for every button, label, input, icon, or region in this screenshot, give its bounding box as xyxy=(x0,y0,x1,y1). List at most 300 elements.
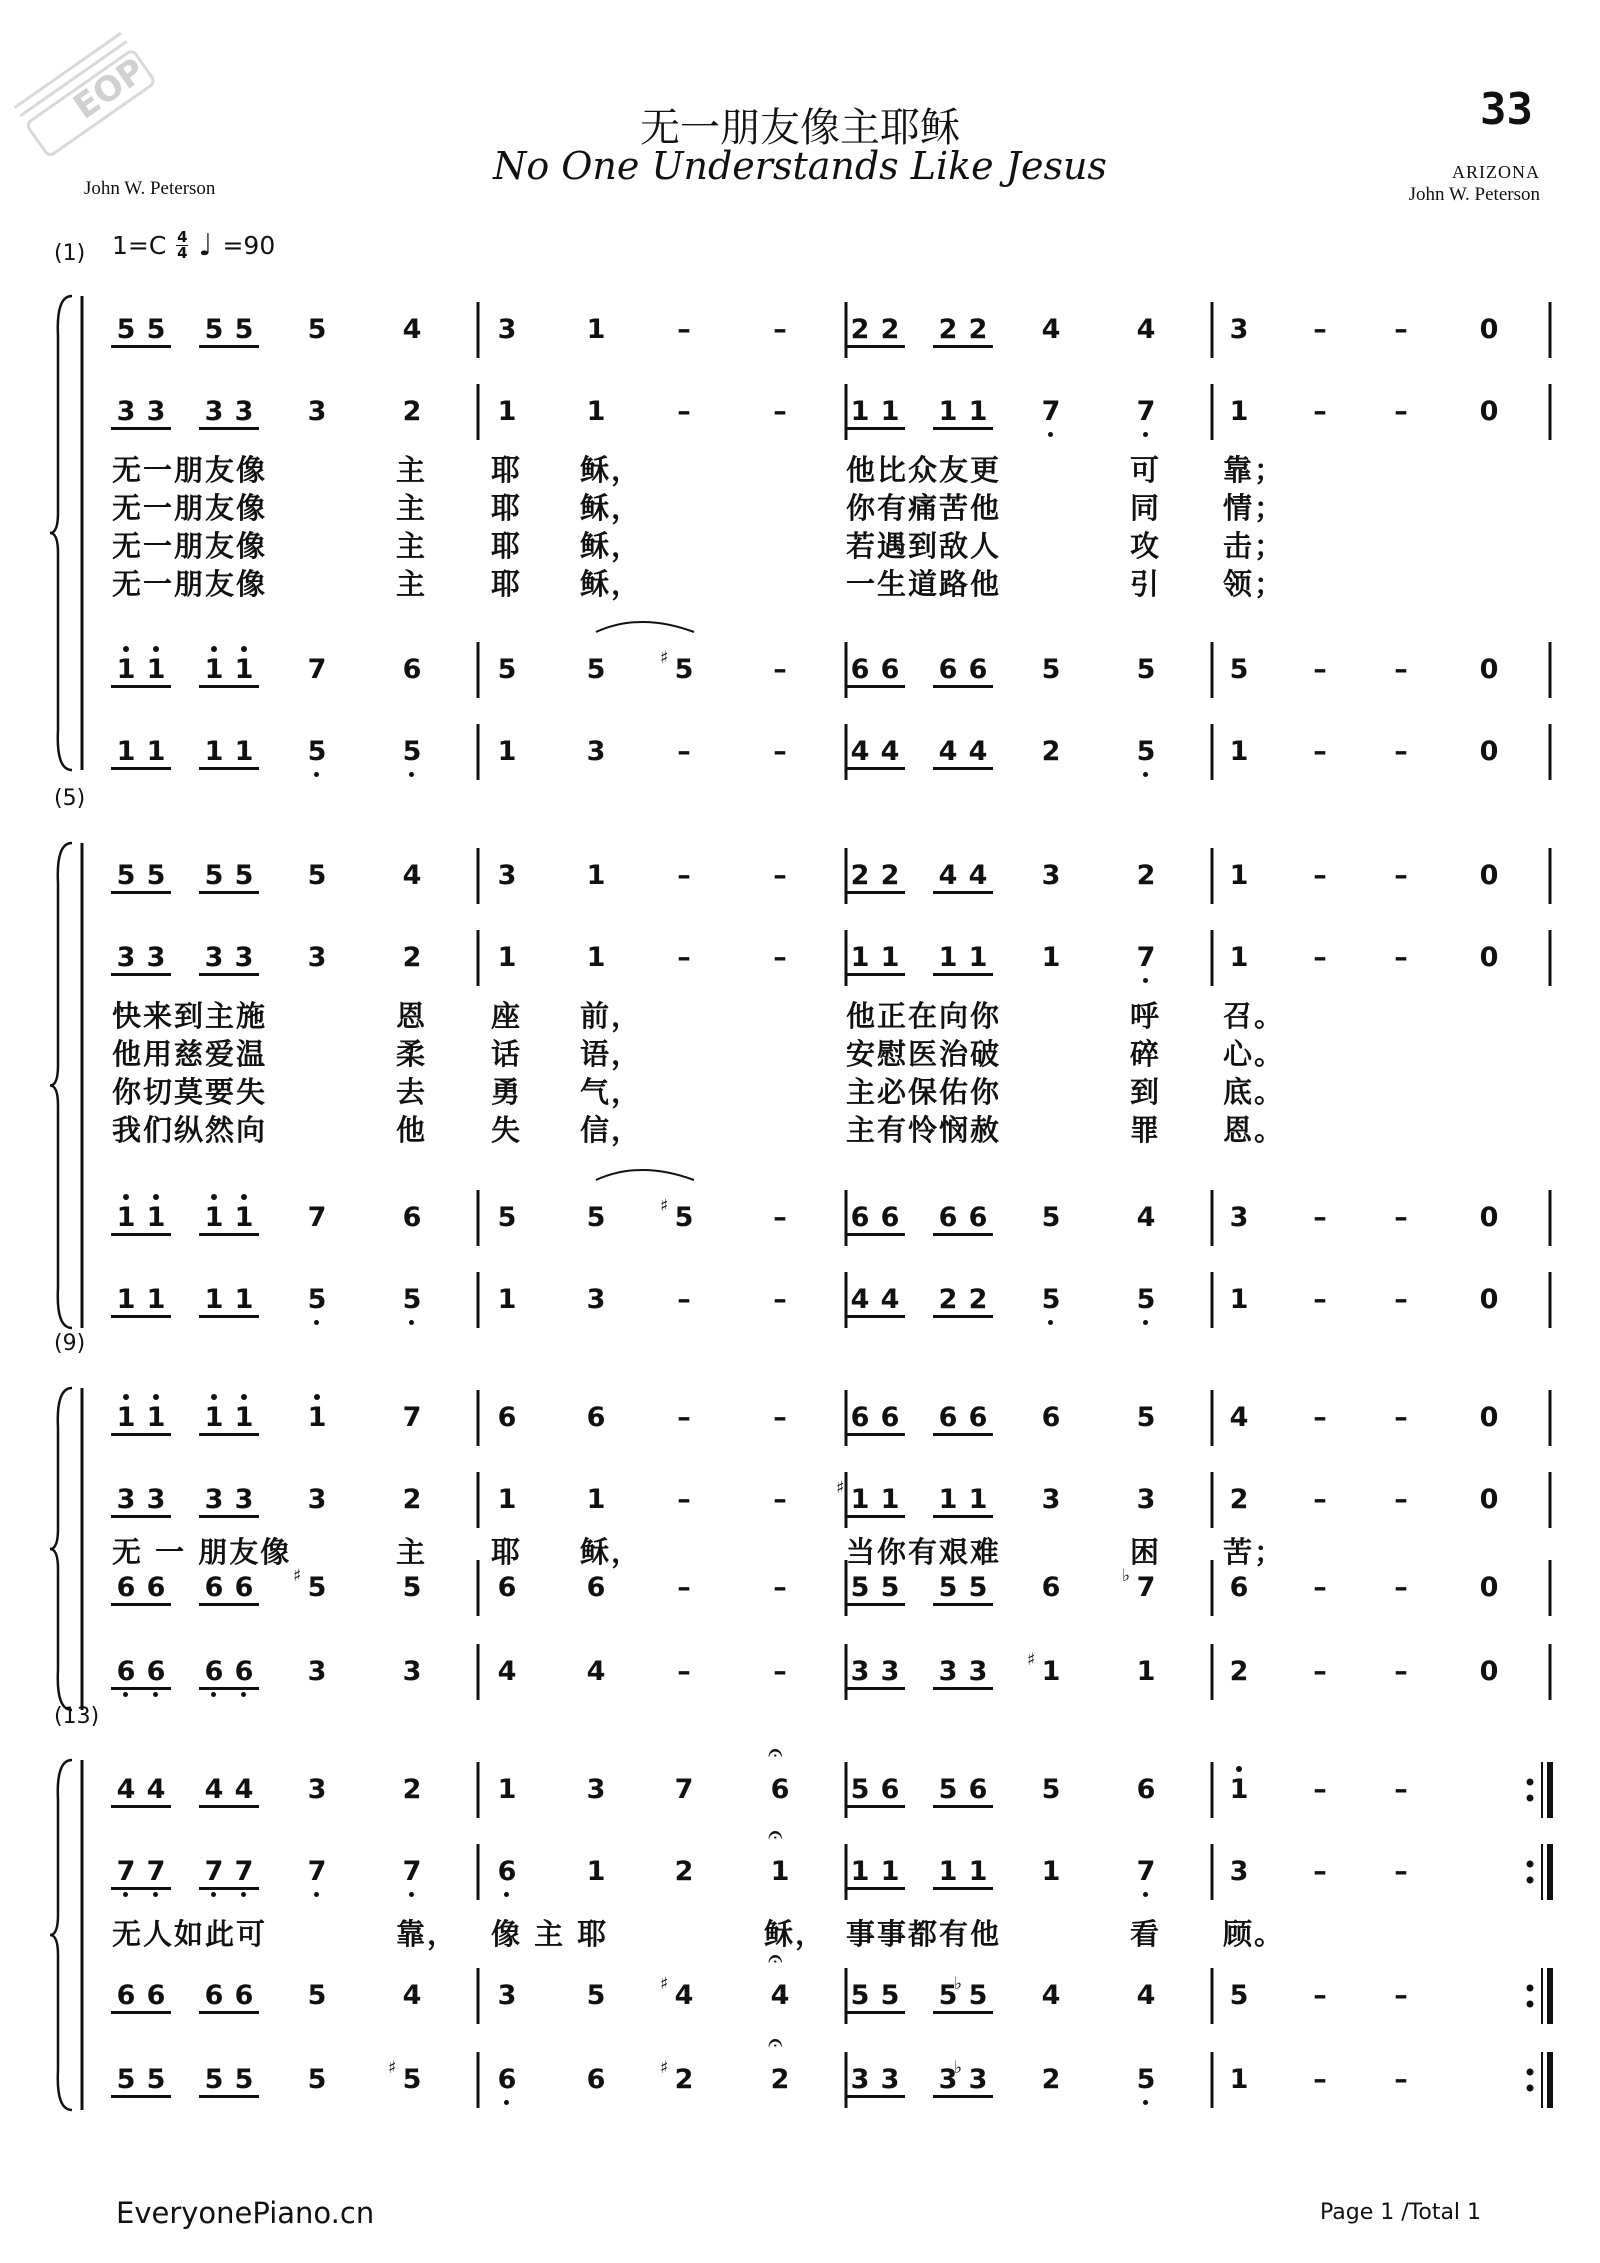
eighth-note: 5 xyxy=(234,314,254,345)
eighth-note: 4 xyxy=(938,860,958,891)
lyric-segment: 可 xyxy=(1130,453,1162,487)
beam-underline xyxy=(933,1433,993,1436)
eighth-note: 5 xyxy=(234,860,254,891)
dash-sustain: – xyxy=(773,942,787,973)
note: 4 xyxy=(1136,1980,1156,2011)
beam-underline xyxy=(845,767,905,770)
lyric-segment: 靠， xyxy=(396,1917,459,1951)
dash-sustain: – xyxy=(1394,860,1408,891)
dash-sustain: – xyxy=(1394,942,1408,973)
octave-dot-below xyxy=(1143,772,1148,777)
eighth-note: 6 xyxy=(880,1202,900,1233)
octave-dot-above xyxy=(211,646,217,652)
lyric-segment: 同 xyxy=(1130,491,1162,525)
note: 3 xyxy=(497,860,517,891)
octave-dot-below xyxy=(1048,432,1053,437)
note: 2 xyxy=(402,1484,422,1515)
fermata-icon: 𝄐 xyxy=(768,1738,783,1768)
note: 3 xyxy=(1229,1202,1249,1233)
octave-dot-below xyxy=(504,2100,509,2105)
note: 2 xyxy=(1229,1484,1249,1515)
octave-dot-below xyxy=(211,1892,216,1897)
beam-underline xyxy=(111,1805,171,1808)
dash-sustain: – xyxy=(1313,654,1327,685)
key-signature: 1=C xyxy=(112,231,167,260)
eighth-note: 6 xyxy=(226,1655,262,1689)
dash-sustain: – xyxy=(1394,1402,1408,1433)
octave-dot-below xyxy=(1048,1320,1053,1325)
eighth-note: 3 ♭ xyxy=(960,2063,996,2097)
note: 3 xyxy=(307,396,327,427)
note: 5 xyxy=(1128,2063,1164,2097)
note: 3 xyxy=(1041,860,1061,891)
note: 5 xyxy=(299,735,335,769)
dash-sustain: – xyxy=(1313,396,1327,427)
eighth-note: 3 xyxy=(116,1484,136,1515)
dash-sustain: – xyxy=(677,396,691,427)
octave-dot-below xyxy=(241,1692,246,1697)
dash-sustain: – xyxy=(1394,1980,1408,2011)
octave-dot-below xyxy=(1143,978,1148,983)
lyric-segment: 困 xyxy=(1130,1535,1162,1569)
note: 4 xyxy=(402,314,422,345)
dash-sustain: – xyxy=(773,1572,787,1603)
beam-underline xyxy=(845,1433,905,1436)
eighth-note: 2 xyxy=(938,1284,958,1315)
eighth-note: 1 xyxy=(880,1856,900,1887)
note: 3 xyxy=(586,1284,606,1315)
octave-dot-below xyxy=(1143,1320,1148,1325)
lyric-segment: 顾。 xyxy=(1223,1917,1286,1951)
note: 3 xyxy=(307,942,327,973)
eighth-note: 4 xyxy=(850,1284,870,1315)
dash-sustain: – xyxy=(773,314,787,345)
eighth-note: 6 xyxy=(196,1655,232,1689)
octave-dot-below xyxy=(153,1692,158,1697)
note: 7 xyxy=(1128,1855,1164,1889)
eighth-note: 3 xyxy=(204,396,224,427)
lyric-segment: 耶 xyxy=(491,529,523,563)
beam-underline xyxy=(199,1315,259,1318)
beam-underline xyxy=(845,2011,905,2014)
beam-underline xyxy=(845,1603,905,1606)
note: 5 xyxy=(497,1202,517,1233)
beam-underline xyxy=(199,1603,259,1606)
eighth-note: 3 xyxy=(938,1656,958,1687)
note: 5 xyxy=(1128,1283,1164,1317)
eighth-note: 1 xyxy=(880,1484,900,1515)
sharp-icon: ♯ xyxy=(660,2058,669,2078)
tie-slur xyxy=(596,1170,694,1180)
note: 1 xyxy=(770,1856,790,1887)
eighth-note: 5 xyxy=(204,2064,224,2095)
fermata-icon: 𝄐 xyxy=(768,2028,783,2058)
beam-underline xyxy=(111,1233,171,1236)
lyric-segment: 话 xyxy=(491,1037,523,1071)
dash-sustain: – xyxy=(1394,1774,1408,1805)
beam-underline xyxy=(199,427,259,430)
eighth-note: 1 xyxy=(204,1284,224,1315)
lyric-segment: 无一朋友像 xyxy=(112,567,268,601)
lyric-segment: 稣， xyxy=(580,1535,643,1569)
lyric-segment: 事事都有他 xyxy=(846,1917,1002,1951)
octave-dot-above xyxy=(241,1394,247,1400)
note: 3 xyxy=(497,1980,517,2011)
dash-sustain: – xyxy=(1394,2064,1408,2095)
note: 4 xyxy=(770,1980,790,2011)
note: 5 xyxy=(299,1283,335,1317)
lyric-segment: 当你有艰难 xyxy=(846,1535,1002,1569)
title-chinese: 无一朋友像主耶稣 xyxy=(640,105,960,151)
lyric-segment: 主 xyxy=(396,453,428,487)
eighth-note: 5 xyxy=(850,1572,870,1603)
eighth-note: 6 xyxy=(850,1202,870,1233)
note: 4 xyxy=(402,860,422,891)
dash-sustain: – xyxy=(1313,314,1327,345)
beam-underline xyxy=(933,1887,993,1890)
beam-underline xyxy=(933,427,993,430)
eighth-note: 5 xyxy=(880,1572,900,1603)
eighth-note: 3 xyxy=(146,396,166,427)
eighth-note: 7 xyxy=(138,1855,174,1889)
dash-sustain: – xyxy=(677,1484,691,1515)
note: 1 xyxy=(497,396,517,427)
note: 1 xyxy=(497,1284,517,1315)
lyric-segment: 恩。 xyxy=(1223,1113,1286,1147)
lyric-segment: 主 xyxy=(396,491,428,525)
dash-sustain: – xyxy=(1313,1774,1327,1805)
dash-sustain: – xyxy=(1313,2064,1327,2095)
eighth-note: 1 xyxy=(880,396,900,427)
note: 6 xyxy=(497,1402,517,1433)
note: 5 xyxy=(586,1202,606,1233)
eighth-note: 5 xyxy=(850,1774,870,1805)
octave-dot-below xyxy=(123,1892,128,1897)
eighth-note: 6 xyxy=(938,654,958,685)
eighth-note: 3 xyxy=(968,1656,988,1687)
beam-underline xyxy=(111,345,171,348)
eighth-note: 1 xyxy=(138,1401,174,1435)
octave-dot-below xyxy=(153,1892,158,1897)
lyric-segment: 攻 xyxy=(1130,529,1162,563)
eighth-note: 4 xyxy=(968,860,988,891)
note: 7 xyxy=(1128,941,1164,975)
lyric-segment: 去 xyxy=(396,1075,428,1109)
eighth-note: 3 xyxy=(880,2064,900,2095)
eighth-note: 1 xyxy=(938,1484,958,1515)
beam-underline xyxy=(111,1687,171,1690)
note: 6 xyxy=(586,1572,606,1603)
lyric-segment: 气， xyxy=(580,1075,643,1109)
eighth-note: 3 xyxy=(234,1484,254,1515)
eighth-note: 5 xyxy=(116,2064,136,2095)
eighth-note: 4 xyxy=(204,1774,224,1805)
eighth-note: 3 xyxy=(204,942,224,973)
eighth-note: 2 xyxy=(938,314,958,345)
octave-dot-above xyxy=(211,1394,217,1400)
dash-sustain: – xyxy=(1313,1856,1327,1887)
note: 7 xyxy=(402,1402,422,1433)
note: 4 xyxy=(1136,1202,1156,1233)
page-number: 33 xyxy=(1480,84,1533,135)
dash-sustain: – xyxy=(773,654,787,685)
note: 5 xyxy=(586,1980,606,2011)
note: 5 xyxy=(1229,654,1249,685)
dash-sustain: – xyxy=(1394,1572,1408,1603)
eighth-note: 3 xyxy=(146,942,166,973)
note: 2 xyxy=(402,1774,422,1805)
eighth-note: 6 xyxy=(234,1980,254,2011)
octave-dot-above xyxy=(153,646,159,652)
note: 6 xyxy=(489,1855,525,1889)
note: 2 xyxy=(674,1856,694,1887)
beam-underline xyxy=(845,891,905,894)
flat-icon: ♭ xyxy=(1122,1566,1131,1586)
lyric-segment: 柔 xyxy=(396,1037,428,1071)
lyric-segment: 你切莫要失 xyxy=(112,1075,268,1109)
eighth-note: 3 xyxy=(116,396,136,427)
eighth-note: 1 xyxy=(204,736,224,767)
eighth-note: 6 xyxy=(968,1202,988,1233)
beam-underline xyxy=(199,1805,259,1808)
flat-icon: ♭ xyxy=(954,1974,963,1994)
note: 1 xyxy=(586,314,606,345)
eighth-note: 3 xyxy=(234,396,254,427)
flat-icon: ♭ xyxy=(954,2058,963,2078)
eighth-note: 1 xyxy=(850,1856,870,1887)
dash-sustain: – xyxy=(677,1656,691,1687)
eighth-note: 1 xyxy=(108,1401,144,1435)
eighth-note: 5 ♭ xyxy=(960,1979,996,2013)
eighth-note: 1 xyxy=(968,1856,988,1887)
eighth-note: 5 xyxy=(146,2064,166,2095)
note: 3 xyxy=(497,314,517,345)
eighth-note: 2 xyxy=(850,314,870,345)
lyric-segment: 恩 xyxy=(396,999,428,1033)
eighth-note: 1 xyxy=(108,1201,144,1235)
lyric-segment: 若遇到敌人 xyxy=(846,529,1002,563)
eighth-note: 4 xyxy=(880,736,900,767)
beam-underline xyxy=(199,1887,259,1890)
note: 1 xyxy=(1229,1284,1249,1315)
system-number: (1) xyxy=(54,241,86,266)
lyric-segment: 勇 xyxy=(491,1075,523,1109)
beam-underline xyxy=(933,1515,993,1518)
dash-sustain: – xyxy=(1313,1656,1327,1687)
note: 3 xyxy=(307,1484,327,1515)
eighth-note: 6 xyxy=(968,654,988,685)
eighth-note: 5 xyxy=(850,1980,870,2011)
note: 1 ♯ xyxy=(1033,1655,1069,1689)
eighth-note: 1 xyxy=(108,653,144,687)
note: 7 ♭ xyxy=(1128,1571,1164,1605)
beam-underline xyxy=(845,1687,905,1690)
eighth-note: 1 xyxy=(968,942,988,973)
eighth-note: 5 xyxy=(880,1980,900,2011)
eighth-note: 4 xyxy=(968,736,988,767)
dash-sustain: – xyxy=(773,736,787,767)
dash-sustain: – xyxy=(1313,1484,1327,1515)
note: 3 xyxy=(402,1656,422,1687)
eighth-note: 1 xyxy=(138,653,174,687)
sharp-icon: ♯ xyxy=(660,1974,669,1994)
note: 1 xyxy=(586,1856,606,1887)
eighth-note: 5 xyxy=(146,314,166,345)
note: 1 xyxy=(1136,1656,1156,1687)
eighth-note: 6 xyxy=(850,1402,870,1433)
watermark-text: EOP xyxy=(66,50,153,128)
lyric-segment: 稣， xyxy=(764,1917,827,1951)
note: 0 xyxy=(1479,1202,1499,1233)
title-english: No One Understands Like Jesus xyxy=(493,144,1107,188)
note: 3 xyxy=(1136,1484,1156,1515)
beam-underline xyxy=(845,1887,905,1890)
note: 4 xyxy=(402,1980,422,2011)
eighth-note: 1 xyxy=(226,653,262,687)
lyric-segment: 耶 xyxy=(491,453,523,487)
note: 1 xyxy=(1041,1856,1061,1887)
quarter-note-icon: ♩ xyxy=(198,228,213,263)
beam-underline xyxy=(111,1515,171,1518)
system-number: (5) xyxy=(54,786,86,811)
eighth-note: 1 xyxy=(196,653,232,687)
octave-dot-below xyxy=(1143,1892,1148,1897)
beam-underline xyxy=(845,345,905,348)
time-signature: $\frac{4}{4}$ xyxy=(177,228,188,262)
note: 2 xyxy=(1136,860,1156,891)
lyric-segment: 快来到主施 xyxy=(112,999,268,1033)
eighth-note: 1 xyxy=(880,942,900,973)
lyric-segment: 心。 xyxy=(1223,1037,1286,1071)
lyric-segment: 稣， xyxy=(580,567,643,601)
beam-underline xyxy=(111,2011,171,2014)
beam-underline xyxy=(199,973,259,976)
dash-sustain: – xyxy=(1394,1656,1408,1687)
beam-underline xyxy=(199,1515,259,1518)
eighth-note: 1 xyxy=(938,396,958,427)
octave-dot-above xyxy=(153,1394,159,1400)
dash-sustain: – xyxy=(773,1484,787,1515)
note: 3 xyxy=(1229,1856,1249,1887)
lyric-segment: 语， xyxy=(580,1037,643,1071)
beam-underline xyxy=(933,891,993,894)
octave-dot-above xyxy=(123,646,129,652)
eighth-note: 1 xyxy=(234,1284,254,1315)
eighth-note: 2 xyxy=(880,314,900,345)
note: 0 xyxy=(1479,1402,1499,1433)
lyric-segment: 稣， xyxy=(580,491,643,525)
lyric-segment: 他 xyxy=(396,1113,428,1147)
octave-dot-above xyxy=(314,1394,320,1400)
lyric-segment: 靠； xyxy=(1223,453,1286,487)
beam-underline xyxy=(933,1315,993,1318)
dash-sustain: – xyxy=(1394,654,1408,685)
note: 5 xyxy=(1041,1202,1061,1233)
lyric-segment: 你有痛苦他 xyxy=(846,491,1002,525)
lyric-segment: 罪 xyxy=(1130,1113,1162,1147)
dash-sustain: – xyxy=(773,396,787,427)
eighth-note: 5 xyxy=(146,860,166,891)
eighth-note: 5 xyxy=(938,1572,958,1603)
eighth-note: 6 xyxy=(108,1655,144,1689)
octave-dot-above xyxy=(123,1394,129,1400)
lyric-segment: 失 xyxy=(491,1113,523,1147)
tune-name: ARIZONA xyxy=(1452,162,1540,182)
note: 0 xyxy=(1479,314,1499,345)
sharp-icon: ♯ xyxy=(660,1196,669,1216)
eighth-note: 4 xyxy=(116,1774,136,1805)
eighth-note: 3 xyxy=(850,2064,870,2095)
note: 1 xyxy=(1221,1773,1257,1807)
dash-sustain: – xyxy=(1313,1572,1327,1603)
beam-underline xyxy=(845,973,905,976)
eighth-note: 6 xyxy=(968,1774,988,1805)
eighth-note: 7 xyxy=(108,1855,144,1889)
eighth-note: 2 xyxy=(850,860,870,891)
lyric-segment: 无一朋友像 xyxy=(112,529,268,563)
octave-dot-below xyxy=(409,1320,414,1325)
system-number: (13) xyxy=(54,1704,100,1729)
note: 0 xyxy=(1479,736,1499,767)
lyric-segment: 引 xyxy=(1130,567,1162,601)
lyric-segment: 击； xyxy=(1223,529,1286,563)
beam-underline xyxy=(111,891,171,894)
eighth-note: 5 xyxy=(968,1572,988,1603)
lyric-segment: 座 xyxy=(491,999,523,1033)
note: 6 xyxy=(770,1774,790,1805)
note: 7 xyxy=(1128,395,1164,429)
eighth-note: 6 xyxy=(204,1572,224,1603)
eighth-note: 6 xyxy=(116,1572,136,1603)
dash-sustain: – xyxy=(773,1202,787,1233)
note: 1 xyxy=(1229,736,1249,767)
eighth-note: 1 xyxy=(116,1284,136,1315)
beam-underline xyxy=(845,1515,905,1518)
beam-underline xyxy=(111,1603,171,1606)
note: 2 xyxy=(1041,2064,1061,2095)
eighth-note: 1 xyxy=(938,942,958,973)
dash-sustain: – xyxy=(677,942,691,973)
eighth-note: 6 xyxy=(138,1655,174,1689)
eighth-note: 7 xyxy=(196,1855,232,1889)
lyric-segment: 主 xyxy=(396,1535,428,1569)
note: 6 xyxy=(1041,1572,1061,1603)
note: 1 xyxy=(586,1484,606,1515)
lyric-segment: 主 xyxy=(396,567,428,601)
lyric-segment: 主 xyxy=(396,529,428,563)
beam-underline xyxy=(845,1805,905,1808)
dash-sustain: – xyxy=(1394,1284,1408,1315)
note: 6 xyxy=(1041,1402,1061,1433)
note: 5 ♯ xyxy=(394,2063,430,2097)
octave-dot-below xyxy=(211,1692,216,1697)
beam-underline xyxy=(199,1233,259,1236)
lyric-segment: 像 主 耶 xyxy=(491,1917,609,1951)
lyric-segment: 主有怜悯赦 xyxy=(846,1113,1002,1147)
note: 0 xyxy=(1479,1284,1499,1315)
note: 4 xyxy=(1136,314,1156,345)
note: 5 xyxy=(586,654,606,685)
octave-dot-above xyxy=(1236,1766,1242,1772)
eighth-note: 6 xyxy=(146,1572,166,1603)
note: 3 xyxy=(307,1656,327,1687)
sharp-icon: ♯ xyxy=(293,1566,302,1586)
note: 6 xyxy=(497,1572,517,1603)
note: 7 xyxy=(674,1774,694,1805)
note: 0 xyxy=(1479,1572,1499,1603)
note: 3 xyxy=(1041,1484,1061,1515)
eighth-note: 6 xyxy=(116,1980,136,2011)
